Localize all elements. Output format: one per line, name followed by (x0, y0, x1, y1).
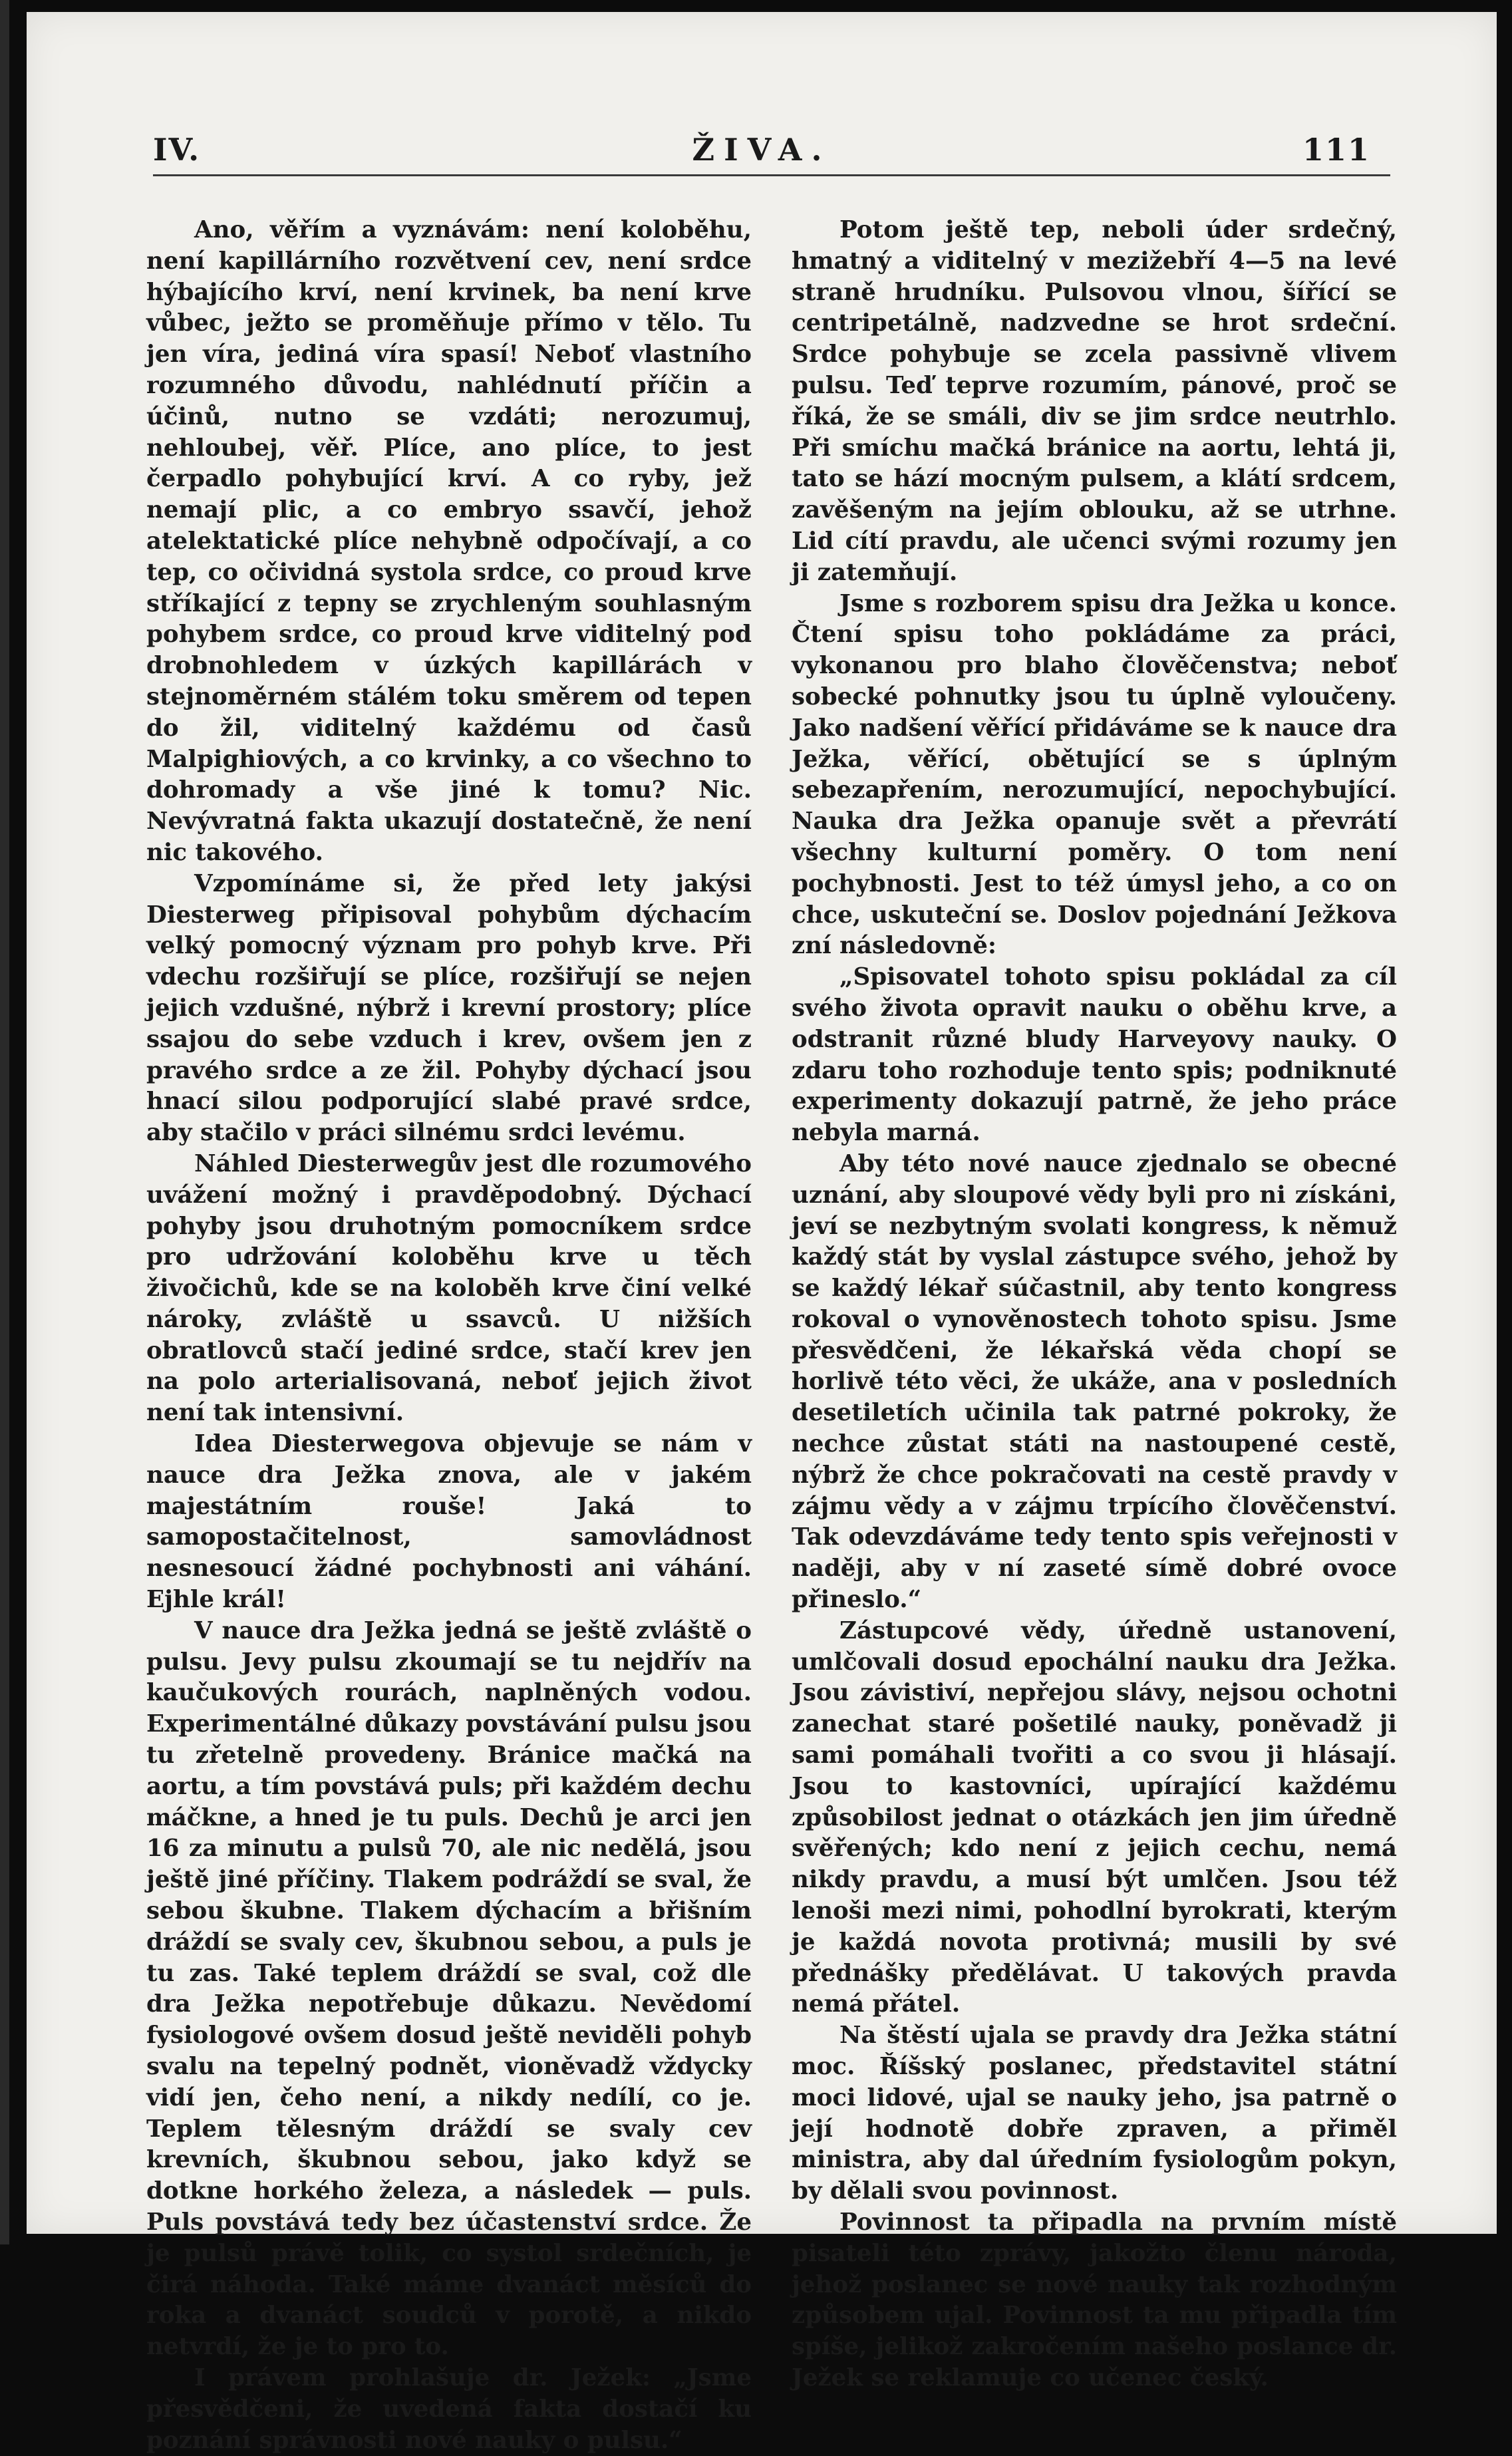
paragraph: Vzpomínáme si, že před lety jakýsi Diesterweg připisoval pohybům dýchacím velký pomocný význam pro pohyb krve. Při vdechu rozšiřují se plíce, rozšiřují se nejen jejich vzdušné, nýbrž i krevní prostory; plíce ssajou do sebe vzduch i krev, ovšem jen z pravého srdce a ze žil. Pohyby dýchací jsou hnací silou podporující slabé pravé srdce, aby stačilo v práci silnému srdci levému. (146, 869, 752, 1147)
document-page (27, 12, 1497, 2454)
paragraph: Potom ještě tep, neboli úder srdečný, hmatný a viditelný v mezižebří 4—5 na levé straně hrudníku. Pulsovou vlnou, šířící se centripetálně, nadzvedne se hrot srdeční. Srdce pohybuje se zcela passivně vlivem pulsu. Teď teprve rozumím, pánové, proč se říká, že se smáli, div se jim srdce neutrhlo. Při smíchu mačká bránice na aortu, lehtá ji, tato se hází mocným pulsem, a klátí srdcem, zavěšeným na jejím oblouku, až se utrhne. Lid cítí pravdu, ale učenci svými rozumy jen ji zatemňují. (792, 216, 1397, 586)
page-number: 111 (1302, 132, 1370, 168)
paragraph: Jsme s rozborem spisu dra Ježka u konce. Čtení spisu toho pokládáme za práci, vykonanou pro blaho člověčenstva; neboť sobecké pohnutky jsou tu úplně vyloučeny. Jako nadšení věřící přidáváme se k nauce dra Ježka, věřící, obětující se s úplným sebezapřením, nerozumující, nepochybující. Nauka dra Ježka opanuje svět a převrátí všechny kulturní poměry. O tom není pochybnosti. Jest to též úmysl jeho, a co on chce, uskuteční se. Doslov pojednání Ježkova zní následovně: (792, 589, 1397, 960)
volume-number: IV. (153, 132, 201, 168)
paragraph: Povinnost ta připadla na prvním místě pisateli této zprávy, jakožto členu národa, jehož poslanec se nové nauky tak rozhodným způsobem ujal. Povinnost ta mu připadla tím spíše, jelikož zakročením našeho poslance dr. Ježek se reklamuje co učenec český. (792, 2209, 1397, 2391)
paragraph: Ano, věřím a vyznávám: není koloběhu, není kapillárního rozvětvení cev, není srdce hýbajícího krví, není krvinek, ba není krve vůbec, ježto se proměňuje přímo v tělo. Tu jen víra, jediná víra spasí! Neboť vlastního rozumného důvodu, nahlédnutí příčin a účinů, nutno se vzdáti; nerozumuj, nehloubej, věř. Plíce, ano plíce, to jest čerpadlo pohybující krví. A co ryby, jež nemají plic, a co embryo ssavčí, jehož atelektatické plíce nehybně odpočívají, a co tep, co očividná systola srdce, co proud krve stříkající z tepny se zrychleným souhlasným pohybem srdce, co proud krve viditelný pod drobnohledem v úzkých kapillárách v stejnoměrném stálém toku směrem od tepen do žil, viditelný každému od časů Malpighiových, a co krvinky, a co všechno to dohromady a vše jiné k tomu? Nic. Nevývratná fakta ukazují dostatečně, že není nic takového. (146, 216, 752, 866)
right-column (792, 215, 1397, 2394)
paragraph: V nauce dra Ježka jedná se ještě zvláště o pulsu. Jevy pulsu zkoumají se tu nejdřív na kaučukových rourách, naplněných vodou. Experimentálné důkazy povstávání pulsu jsou tu zřetelně provedeny. Bránice mačká na aortu, a tím povstává puls; při každém dechu máčkne, a hned je tu puls. Dechů je arci jen 16 za minutu a pulsů 70, ale nic nedělá, jsou ještě jiné příčiny. Tlakem podráždí se sval, že sebou škubne. Tlakem dýchacím a břišním dráždí se svaly cev, škubnou sebou, a puls je tu zas. Také teplem dráždí se sval, což dle dra Ježka nepotřebuje důkazu. Nevědomí fysiologové ovšem dosud ještě neviděli pohyb svalu na tepelný podnět, vioněvadž vždycky vidí jen, čeho není, a nikdy nedílí, co je. Teplem tělesným dráždí se svaly cev krevních, škubnou sebou, jako když se dotkne horkého železa, a následek — puls. Puls povstává tedy bez účastenství srdce. Že je pulsů právě tolik, co systol srdečních, je čirá náhoda. Také máme dvanáct měsíců do roka a dvanáct soudců v porotě, a nikdo netvrdí, že je to pro to. (146, 1616, 752, 2361)
header-rule (153, 174, 1390, 176)
paragraph: Zástupcové vědy, úředně ustanovení, umlčovali dosud epochální nauku dra Ježka. Jsou závistiví, nepřejou slávy, nejsou ochotni zanechat staré pošetilé nauky, poněvadž ji sami pomáhali tvořiti a co svou ji hlásají. Jsou to kastovníci, upírající každému způsobilost jednat o otázkách jen jim úředně svěřených; kdo není z jejich cechu, nemá nikdy pravdu, a musí být umlčen. Jsou též lenoši mezi nimi, pohodlní byrokrati, kterým je každá novota protivná; musili by své přednášky předělávat. U takových pravda nemá přátel. (792, 1616, 1397, 2018)
paragraph: Náhled Diesterwegův jest dle rozumového uvážení možný i pravděpodobný. Dýchací pohyby jsou druhotným pomocníkem srdce pro udržování koloběhu krve u těch živočichů, kde se na koloběh krve činí velké nároky, zvláště u ssavců. U nižších obratlovců stačí jediné srdce, stačí krev jen na polo arterialisovaná, neboť jejich život není tak intensivní. (146, 1150, 752, 1427)
paragraph: Na štěstí ujala se pravdy dra Ježka státní moc. Říšský poslanec, představitel státní moci lidové, ujal se nauky jeho, jsa patrně o její hodnotě dobře zpraven, a přiměl ministra, aby dal úředním fysiologům pokyn, by dělali svou povinnost. (792, 2022, 1397, 2205)
running-header (153, 125, 1370, 172)
left-column (146, 215, 752, 2456)
quote-paragraph: Aby této nové nauce zjednalo se obecné uznání, aby sloupové vědy byli pro ni získáni, jeví se nezbytným svolati kongress, k němuž každý stát by vyslal zástupce svého, jehož by se každý lékař súčastnil, aby tento kongress rokoval o vynověnostech tohoto spisu. Jsme přesvědčeni, že lékařská věda chopí se horlivě této věci, že ukáže, ana v posledních desetiletích učinila tak patrné pokroky, že nechce zůstat státi na nastoupené cestě, nýbrž že chce pokračovati na cestě pravdy v zájmu vědy a v zájmu trpícího člověčenství. Tak odevzdáváme tedy tento spis veřejnosti v naději, aby v ní zaseté símě dobré ovoce přineslo.“ (792, 1150, 1397, 1614)
paragraph: Idea Diesterwegova objevuje se nám v nauce dra Ježka znova, ale v jakém majestátním rouše! Jaká to samopostačitelnost, samovládnost nesnesoucí žádné pochybnosti ani váhání. Ejhle král! (146, 1430, 752, 1614)
magazine-title: ŽIVA. (692, 132, 832, 168)
quote-paragraph: „Spisovatel tohoto spisu pokládal za cíl svého života opravit nauku o oběhu krve, a odstranit různé bludy Harveyovy nauky. O zdaru toho rozhoduje tento spis; podniknuté experimenty dokazují patrně, že jeho práce nebyla marná. (792, 963, 1397, 1147)
paragraph: I právem prohlašuje dr. Ježek: „Jsme přesvědčeni, že uvedená fakta dostačí ku poznání správnosti nové nauky o pulsu.“ (146, 2364, 752, 2454)
scan-edge (0, 0, 9, 2244)
